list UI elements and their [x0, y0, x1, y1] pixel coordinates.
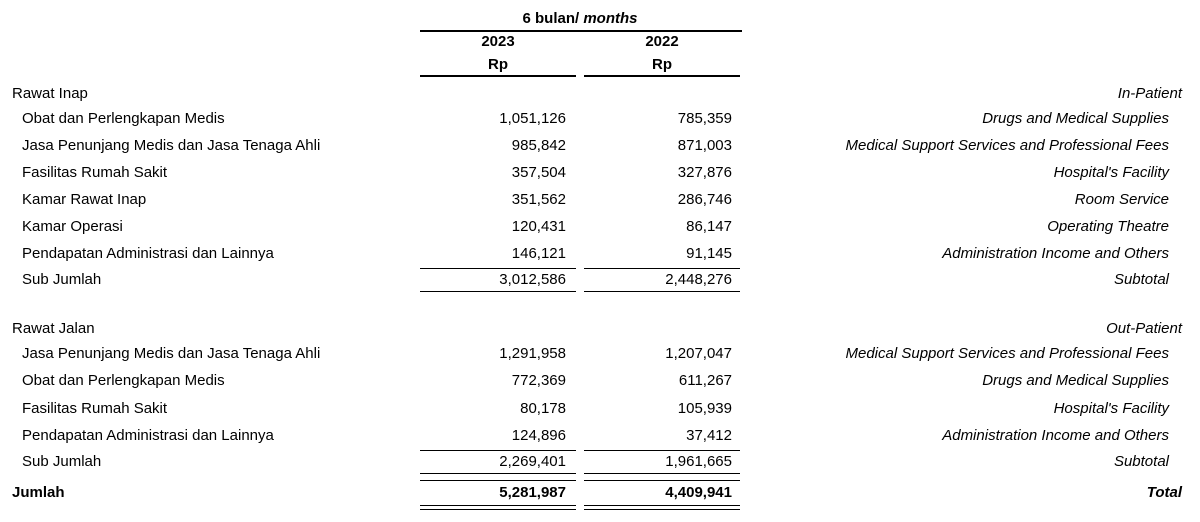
- total-label: Jumlah: [12, 484, 65, 501]
- outpatient-row-value-2023: 1,291,958: [499, 345, 566, 362]
- total-value-2023: 5,281,987: [499, 484, 566, 501]
- total-double-1-2023: [420, 505, 576, 506]
- inpatient-row-value-2022: 286,746: [677, 191, 732, 208]
- inpatient-subtotal-line-2022: [584, 291, 740, 292]
- outpatient-subtotal-value-2022: 1,961,665: [665, 453, 732, 471]
- inpatient-row-label-en: Hospital's Facility: [1053, 164, 1169, 181]
- currency-2022-header: Rp: [652, 56, 672, 73]
- inpatient-row-value-2023: 985,842: [511, 137, 566, 154]
- outpatient-row-label-en: Hospital's Facility: [1053, 399, 1169, 417]
- outpatient-sum-line-2022: [584, 450, 740, 451]
- outpatient-subtotal-label: Sub Jumlah: [22, 453, 102, 471]
- inpatient-row-label-en: Operating Theatre: [1047, 218, 1169, 235]
- inpatient-row-value-2023: 1,051,126: [499, 110, 566, 127]
- inpatient-row-value-2022: 327,876: [677, 164, 732, 181]
- outpatient-row-label-en: Medical Support Services and Professional Fees: [845, 345, 1169, 362]
- outpatient-row-value-2022: 105,939: [677, 399, 732, 417]
- total-double-2-2022: [584, 509, 740, 510]
- inpatient-subtotal-line-2023: [420, 291, 576, 292]
- outpatient-sum-line-2023: [420, 450, 576, 451]
- inpatient-row-label-en: Drugs and Medical Supplies: [982, 110, 1169, 127]
- period-prefix: 6 bulan/: [522, 10, 580, 27]
- outpatient-row-value-2022: 1,207,047: [665, 345, 732, 362]
- header-underline-2022: [584, 75, 740, 77]
- outpatient-row-label-en: Administration Income and Others: [942, 426, 1169, 444]
- inpatient-row-value-2022: 86,147: [686, 218, 732, 235]
- total-label-en: Total: [1146, 484, 1182, 501]
- inpatient-row-label: Kamar Operasi: [22, 218, 123, 235]
- inpatient-subtotal-value-2022: 2,448,276: [665, 271, 732, 288]
- outpatient-subtotal-line-2023: [420, 473, 576, 474]
- inpatient-row-label-en: Administration Income and Others: [942, 245, 1169, 262]
- total-double-2-2023: [420, 509, 576, 510]
- outpatient-row-value-2023: 124,896: [511, 426, 566, 444]
- inpatient-row-label: Fasilitas Rumah Sakit: [22, 164, 168, 181]
- outpatient-row-value-2023: 772,369: [511, 372, 566, 390]
- outpatient-row-label: Jasa Penunjang Medis dan Jasa Tenaga Ahli: [22, 345, 321, 362]
- inpatient-subtotal-value-2023: 3,012,586: [499, 271, 566, 288]
- year-2022-header: 2022: [645, 33, 679, 50]
- outpatient-row-label: Fasilitas Rumah Sakit: [22, 399, 168, 417]
- outpatient-subtotal-value-2023: 2,269,401: [499, 453, 566, 471]
- currency-2023-header: Rp: [488, 56, 508, 73]
- inpatient-row-label-en: Room Service: [1074, 191, 1169, 208]
- outpatient-row-label: Obat dan Perlengkapan Medis: [22, 372, 225, 390]
- outpatient-row-label-en: Drugs and Medical Supplies: [982, 372, 1169, 390]
- outpatient-subtotal-label-en: Subtotal: [1113, 453, 1169, 471]
- inpatient-section-title: Rawat Inap: [12, 85, 88, 102]
- outpatient-section-title: Rawat Jalan: [12, 320, 95, 337]
- inpatient-row-value-2023: 357,504: [511, 164, 566, 181]
- inpatient-row-value-2023: 120,431: [511, 218, 566, 235]
- period-header: [420, 10, 740, 27]
- inpatient-row-value-2022: 91,145: [686, 245, 732, 262]
- inpatient-row-label-en: Medical Support Services and Professional Fees: [845, 137, 1169, 154]
- outpatient-section-title-en: Out-Patient: [1106, 320, 1182, 337]
- header-underline-2023: [420, 75, 576, 77]
- outpatient-row-label: Pendapatan Administrasi dan Lainnya: [22, 426, 274, 444]
- outpatient-row-value-2022: 37,412: [686, 426, 732, 444]
- inpatient-row-value-2023: 146,121: [511, 245, 566, 262]
- inpatient-row-value-2022: 871,003: [677, 137, 732, 154]
- inpatient-row-label: Obat dan Perlengkapan Medis: [22, 110, 225, 127]
- inpatient-section-title-en: In-Patient: [1117, 85, 1182, 102]
- total-line-top-2023: [420, 480, 576, 481]
- year-2023-header: 2023: [481, 33, 515, 50]
- inpatient-subtotal-label: Sub Jumlah: [22, 271, 102, 288]
- period-underline: [420, 30, 742, 32]
- inpatient-subtotal-label-en: Subtotal: [1113, 271, 1169, 288]
- inpatient-row-value-2023: 351,562: [511, 191, 566, 208]
- inpatient-row-label: Pendapatan Administrasi dan Lainnya: [22, 245, 274, 262]
- period-suffix: months: [583, 10, 638, 27]
- inpatient-sum-line-2022: [584, 268, 740, 269]
- total-value-2022: 4,409,941: [665, 484, 732, 501]
- inpatient-row-value-2022: 785,359: [677, 110, 732, 127]
- inpatient-row-label: Jasa Penunjang Medis dan Jasa Tenaga Ahli: [22, 137, 321, 154]
- outpatient-row-value-2023: 80,178: [520, 399, 566, 417]
- inpatient-sum-line-2023: [420, 268, 576, 269]
- outpatient-row-value-2022: 611,267: [678, 372, 732, 390]
- total-line-top-2022: [584, 480, 740, 481]
- total-double-1-2022: [584, 505, 740, 506]
- inpatient-row-label: Kamar Rawat Inap: [22, 191, 147, 208]
- outpatient-subtotal-line-2022: [584, 473, 740, 474]
